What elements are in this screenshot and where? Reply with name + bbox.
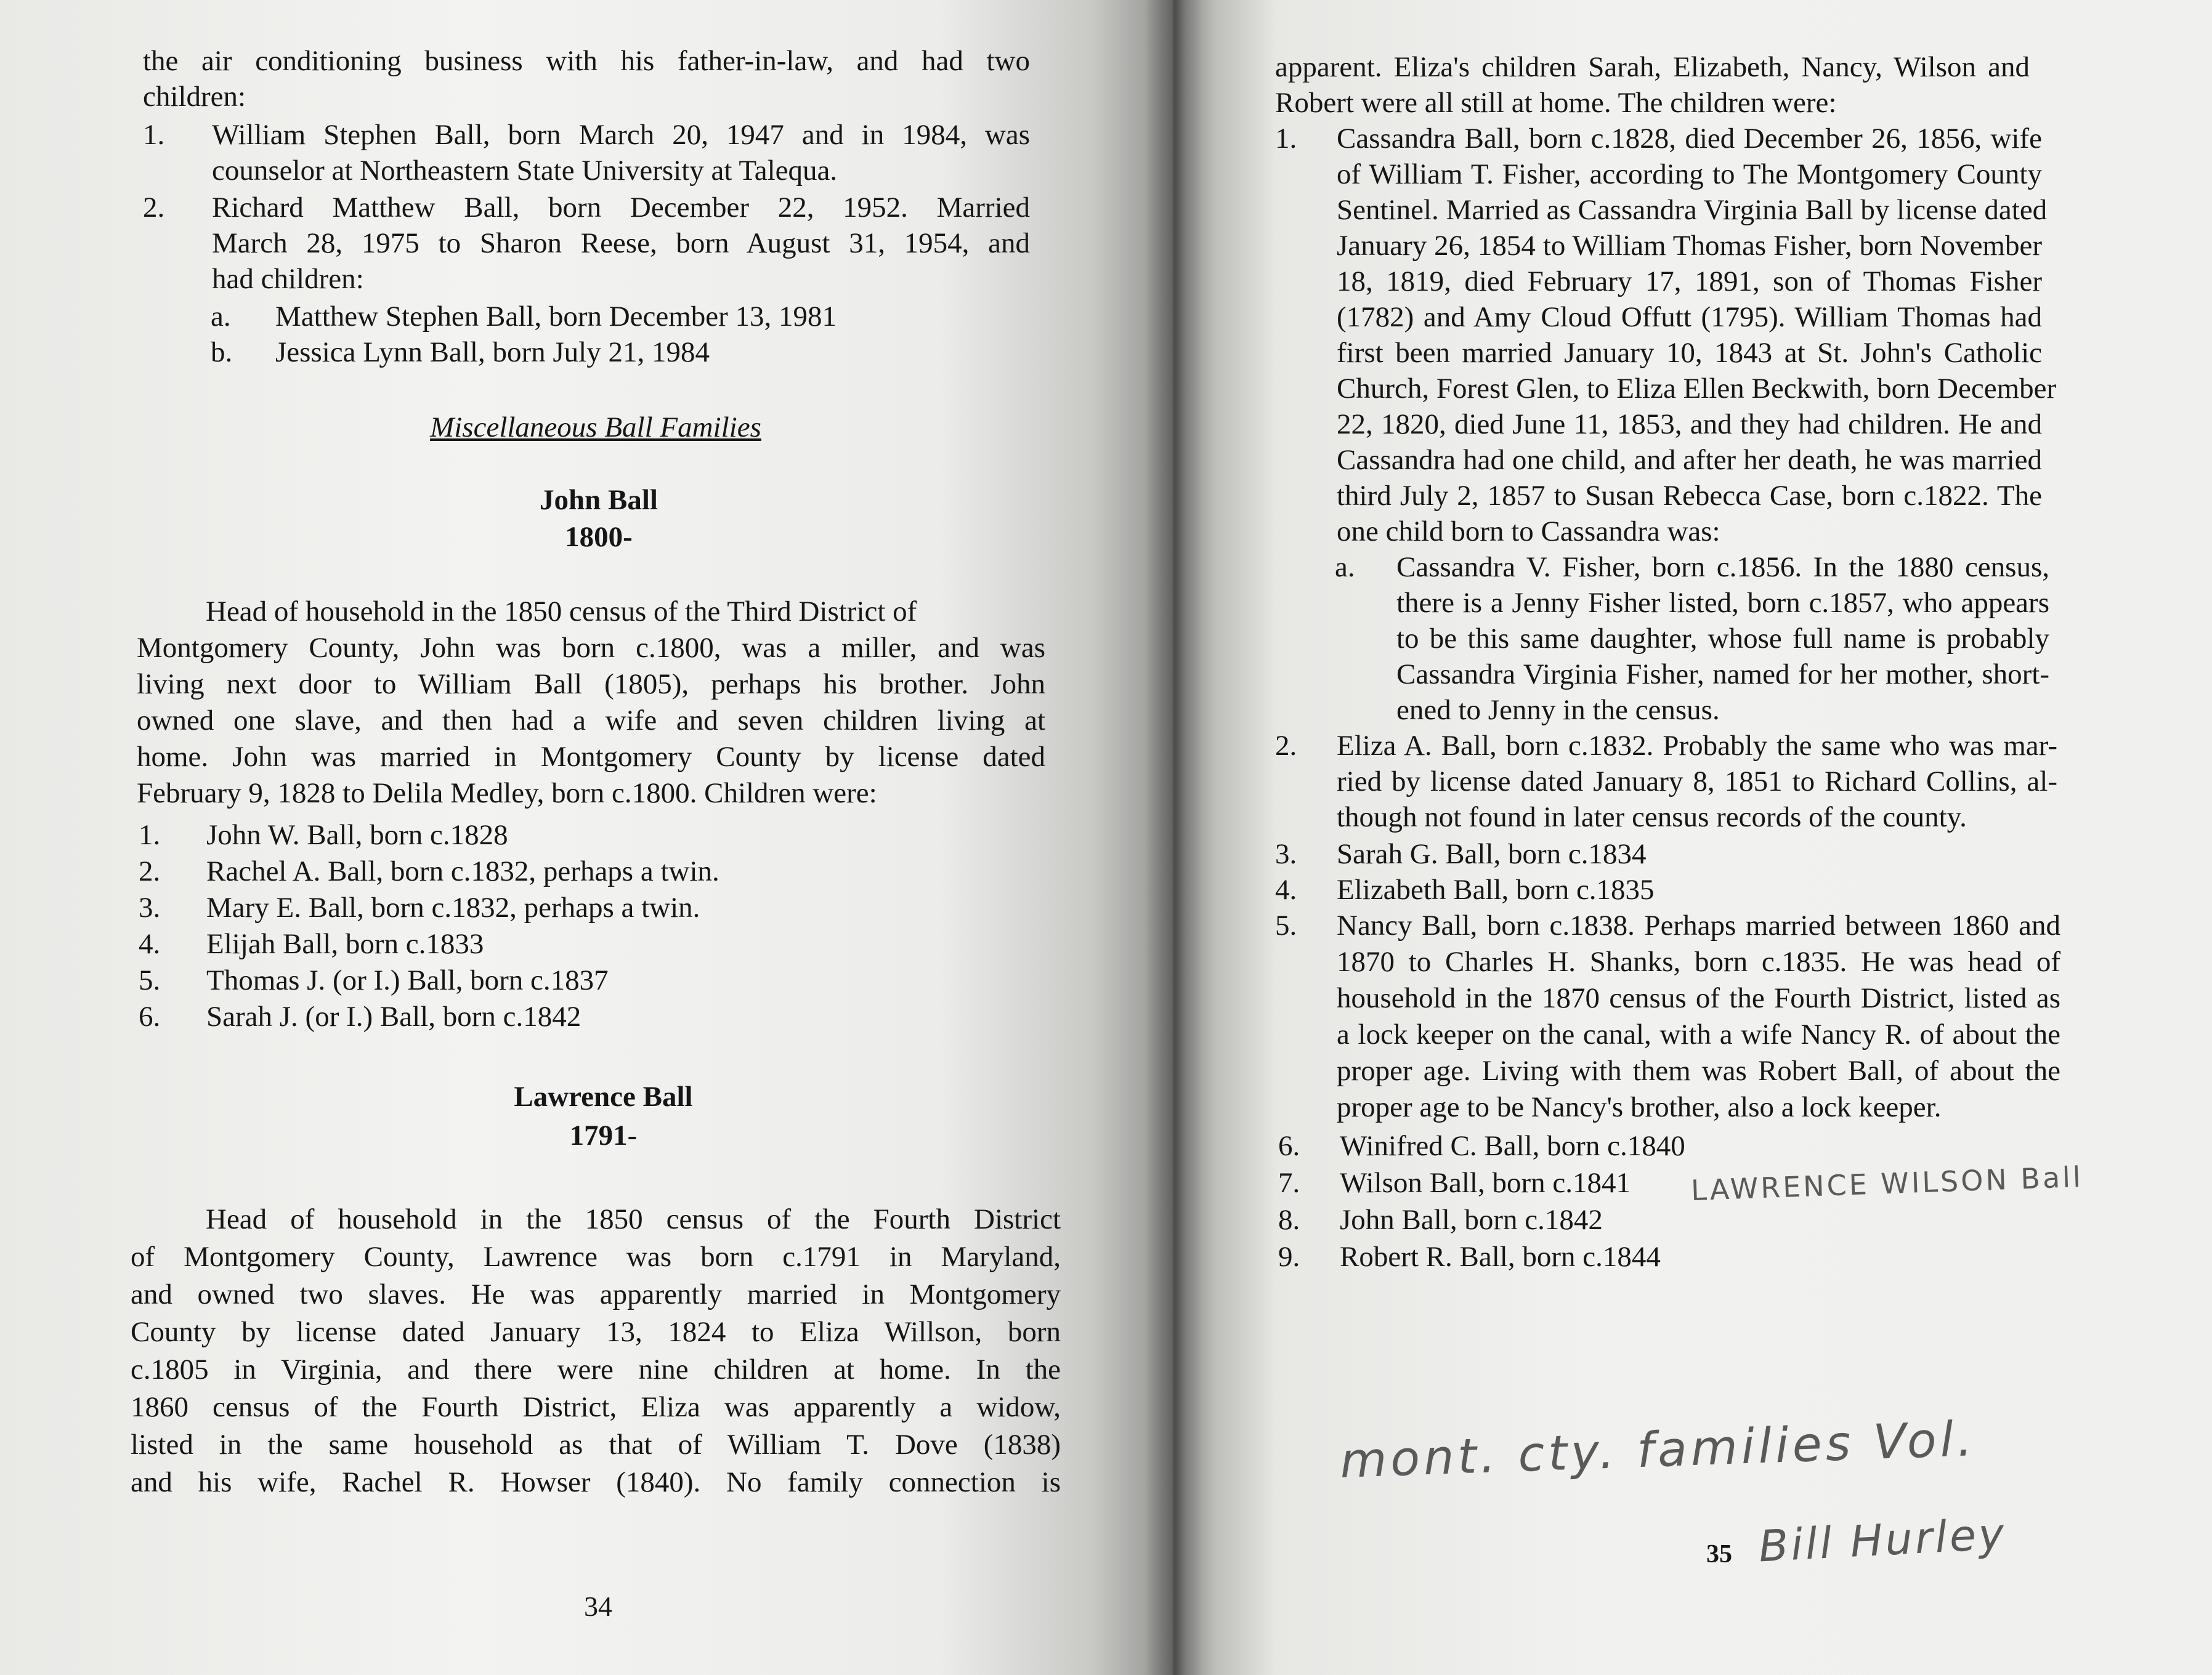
child-text: Robert R. Ball, born c.1844	[1340, 1241, 1661, 1273]
page-number: 34	[584, 1591, 612, 1622]
list-letter: b.	[211, 336, 233, 368]
text-line: Cassandra V. Fisher, born c.1856. In the 1880 census,	[1396, 551, 2049, 583]
text-line: one child born to Cassandra was:	[1337, 515, 1720, 547]
list-item	[139, 854, 1001, 890]
right-page	[1173, 0, 2212, 1675]
text-line: c.1805 in Virginia, and there were nine children at home. In the	[131, 1354, 1061, 1386]
text-line: Head of household in the 1850 census of the Fourth District	[206, 1203, 1061, 1235]
list-number: 6.	[139, 1001, 161, 1033]
child-text: John W. Ball, born c.1828	[206, 819, 508, 851]
text-line: Robert were all still at home. The children were:	[1275, 87, 1837, 119]
list-item	[1275, 728, 2057, 839]
text-line: 1870 to Charles H. Shanks, born c.1835. He was head of	[1337, 946, 2060, 978]
child-text: Rachel A. Ball, born c.1832, perhaps a twin.	[206, 855, 719, 887]
text-line: household in the 1870 census of the Fourth District, listed as	[1337, 982, 2060, 1014]
list-item	[1278, 1239, 2017, 1276]
text-line: ried by license dated January 8, 1851 to Richard Collins, al-	[1337, 765, 2057, 797]
list-number: 2.	[143, 192, 165, 224]
text-line: February 9, 1828 to Delila Medley, born c.1800. Children were:	[137, 777, 877, 809]
text-line: the air conditioning business with his father-in-law, and had two	[143, 45, 1030, 77]
list-item	[1275, 836, 2014, 873]
list-item	[139, 963, 1001, 999]
text-line: children:	[143, 81, 246, 113]
list-number: 2.	[139, 855, 161, 887]
text-line: had children:	[212, 263, 364, 295]
text-line: owned one slave, and then had a wife and seven children living at	[137, 704, 1045, 737]
text-line: listed in the same household as that of William T. Dove (1838)	[131, 1429, 1061, 1461]
sub-list-item	[211, 334, 1011, 371]
sub-item-text: Matthew Stephen Ball, born December 13, 1981	[275, 301, 837, 333]
text-line: proper age to be Nancy's brother, also a lock keeper.	[1337, 1091, 1942, 1123]
list-number: 9.	[1278, 1241, 1300, 1273]
text-line: Head of household in the 1850 census of the Third District of	[206, 595, 917, 628]
list-item	[139, 890, 1001, 927]
page-number: 35	[1706, 1540, 1732, 1568]
paragraph-lawrence	[131, 1201, 1061, 1501]
text-line: County by license dated January 13, 1824 to Eliza Willson, born	[131, 1316, 1061, 1348]
list-number: 4.	[1275, 874, 1297, 906]
text-line: home. John was married in Montgomery County by license dated	[137, 741, 1045, 773]
child-text: Sarah G. Ball, born c.1834	[1337, 838, 1647, 870]
list-number: 1.	[143, 119, 165, 151]
list-item	[139, 817, 1001, 854]
text-line: a lock keeper on the canal, with a wife Nancy R. of about the	[1337, 1019, 2060, 1051]
list-number: 1.	[139, 819, 161, 851]
text-line: Richard Matthew Ball, born December 22, 1952. Married	[212, 192, 1030, 224]
text-line: March 28, 1975 to Sharon Reese, born August 31, 1954, and	[212, 227, 1030, 259]
list-letter: a.	[1335, 551, 1355, 583]
sub-list-item	[211, 299, 1011, 336]
handwritten-signature: Bill Hurley	[1757, 1508, 2008, 1572]
handwritten-note: LAWRENCE WILSON Ball	[1690, 1160, 2084, 1208]
text-line: and his wife, Rachel R. Howser (1840). No family connection is	[131, 1466, 1061, 1498]
list-number: 6.	[1278, 1130, 1300, 1162]
child-text: Sarah J. (or I.) Ball, born c.1842	[206, 1001, 581, 1033]
text-line: Cassandra had one child, and after her death, he was married	[1337, 444, 2042, 476]
list-number: 8.	[1278, 1204, 1300, 1236]
list-item	[1275, 872, 2014, 909]
list-item	[1275, 908, 2060, 1129]
list-item	[1278, 1202, 2017, 1239]
text-line: counselor at Northeastern State University at Talequa.	[212, 155, 838, 187]
text-line: first been married January 10, 1843 at St. John's Catholic	[1337, 337, 2042, 369]
sub-item-text: Jessica Lynn Ball, born July 21, 1984	[275, 336, 710, 368]
child-text: John Ball, born c.1842	[1340, 1204, 1603, 1236]
list-number: 3.	[1275, 838, 1297, 870]
text-line: Cassandra Virginia Fisher, named for her mother, short-	[1396, 658, 2049, 690]
list-letter: a.	[211, 301, 231, 333]
list-number: 3.	[139, 892, 161, 924]
text-line: (1782) and Amy Cloud Offutt (1795). William Thomas had	[1337, 301, 2042, 333]
list-item	[139, 926, 1001, 963]
text-line: ened to Jenny in the census.	[1396, 694, 1720, 726]
text-line: apparent. Eliza's children Sarah, Elizabeth, Nancy, Wilson and	[1275, 51, 2030, 83]
text-line: though not found in later census records of the county.	[1337, 801, 1967, 833]
section-heading: Miscellaneous Ball Families	[430, 411, 761, 443]
list-number: 4.	[139, 928, 161, 960]
person-heading-name: Lawrence Ball	[514, 1081, 693, 1113]
text-line: Eliza A. Ball, born c.1832. Probably the same who was mar-	[1337, 730, 2057, 762]
child-text: Mary E. Ball, born c.1832, perhaps a twin.	[206, 892, 700, 924]
list-item	[139, 999, 1001, 1036]
text-line: January 26, 1854 to William Thomas Fisher, born November	[1337, 230, 2042, 262]
handwritten-footer: mont. cty. families Vol.	[1339, 1411, 1977, 1490]
paragraph-john	[137, 594, 1045, 812]
text-line: there is a Jenny Fisher listed, born c.1857, who appears	[1396, 587, 2049, 619]
text-line: William Stephen Ball, born March 20, 1947 and in 1984, was	[212, 119, 1030, 151]
right-intro	[1275, 49, 2030, 121]
person-heading-years: 1800-	[565, 521, 633, 553]
list-number: 5.	[1275, 910, 1297, 942]
child-text: Thomas J. (or I.) Ball, born c.1837	[206, 964, 609, 996]
text-line: 18, 1819, died February 17, 1891, son of Thomas Fisher	[1337, 265, 2042, 297]
text-line: 1860 census of the Fourth District, Eliza was apparently a widow,	[131, 1391, 1061, 1423]
child-text: Elizabeth Ball, born c.1835	[1337, 874, 1655, 906]
list-number: 5.	[139, 964, 161, 996]
text-line: of William T. Fisher, according to The Montgomery County	[1337, 158, 2042, 190]
person-heading-name: John Ball	[540, 484, 658, 516]
book-spine-shadow	[1144, 0, 1203, 1675]
text-line: 22, 1820, died June 11, 1853, and they had children. He and	[1337, 408, 2042, 440]
list-number: 1.	[1275, 123, 1297, 155]
child-text: Winifred C. Ball, born c.1840	[1340, 1130, 1685, 1162]
child-text: Wilson Ball, born c.1841	[1340, 1167, 1631, 1199]
text-line: Church, Forest Glen, to Eliza Ellen Beckwith, born December	[1337, 373, 2057, 405]
sub-list-item	[1335, 549, 2049, 734]
text-line: proper age. Living with them was Robert Ball, of about the	[1337, 1055, 2060, 1087]
list-item	[143, 117, 1030, 191]
text-line: Cassandra Ball, born c.1828, died December 26, 1856, wife	[1337, 123, 2042, 155]
text-line: Montgomery County, John was born c.1800, was a miller, and was	[137, 632, 1045, 664]
text-line: and owned two slaves. He was apparently married in Montgomery	[131, 1278, 1061, 1310]
list-item	[143, 190, 1030, 301]
text-line: third July 2, 1857 to Susan Rebecca Case, born c.1822. The	[1337, 480, 2042, 512]
text-line: of Montgomery County, Lawrence was born c.1791 in Maryland,	[131, 1241, 1061, 1273]
person-heading-years: 1791-	[569, 1120, 638, 1152]
text-line: Nancy Ball, born c.1838. Perhaps married between 1860 and	[1337, 910, 2060, 942]
text-line: to be this same daughter, whose full name is probably	[1396, 623, 2049, 655]
text-line: Sentinel. Married as Cassandra Virginia Ball by license dated	[1337, 194, 2048, 226]
list-number: 2.	[1275, 730, 1297, 762]
list-item	[1278, 1128, 2017, 1165]
left-intro	[143, 43, 1030, 115]
child-text: Elijah Ball, born c.1833	[206, 928, 484, 960]
text-line: living next door to William Ball (1805), perhaps his brother. John	[137, 668, 1045, 700]
list-number: 7.	[1278, 1167, 1300, 1199]
